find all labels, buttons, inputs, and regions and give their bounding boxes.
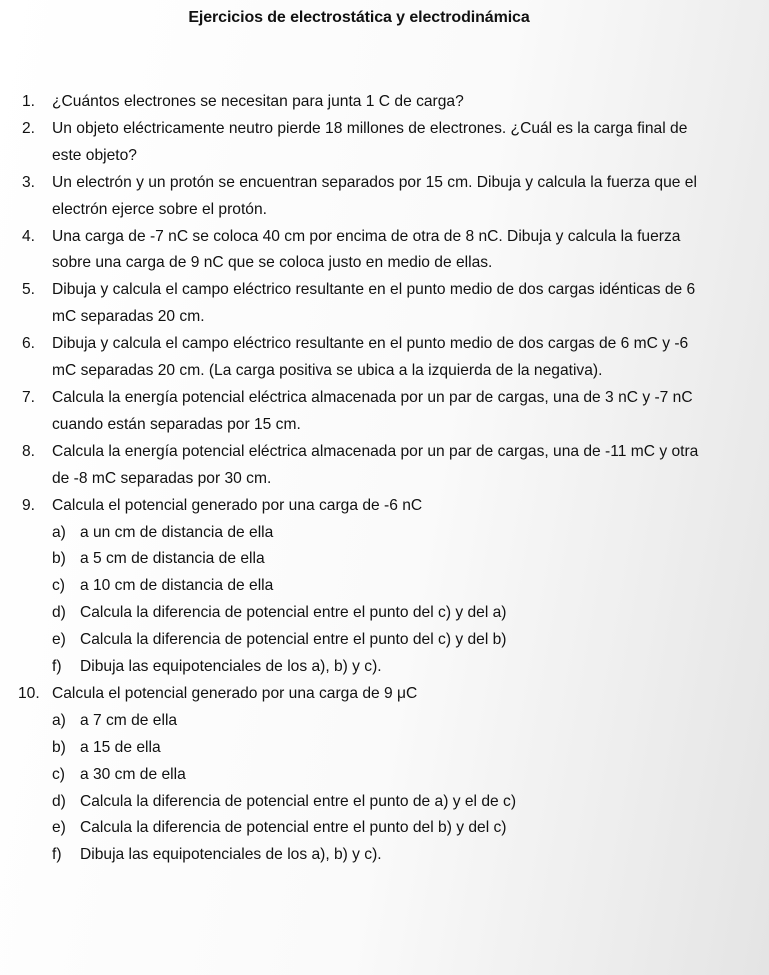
sub-question-text: a 30 cm de ella	[80, 765, 186, 783]
question-item	[0, 224, 769, 278]
question-item	[0, 681, 769, 869]
sub-question-text: a un cm de distancia de ella	[80, 523, 274, 541]
sub-question-text: Calcula la diferencia de potencial entre el punto del c) y del a)	[80, 604, 507, 622]
sub-question-text: a 10 cm de distancia de ella	[80, 577, 274, 595]
sub-question-item	[52, 735, 711, 762]
sub-question-item	[52, 573, 711, 600]
sub-question-letter: a)	[52, 711, 66, 729]
sub-question-item	[52, 627, 711, 654]
question-text: Dibuja y calcula el campo eléctrico resultante en el punto medio de dos cargas de 6 mC y -6 mC separadas 20 cm. (La carga positiva se ubica a la izquierda de la negativa).	[52, 335, 689, 380]
sub-question-letter: e)	[52, 819, 66, 837]
sub-question-letter: a)	[52, 523, 66, 541]
document-title: Ejercicios de electrostática y electrodinámica	[188, 9, 530, 26]
sub-question-text: a 7 cm de ella	[80, 711, 178, 729]
question-number: 9.	[22, 496, 36, 514]
sub-question-item	[52, 654, 711, 681]
sub-question-letter: d)	[52, 604, 66, 622]
sub-question-text: Dibuja las equipotenciales de los a), b) y c).	[80, 846, 382, 864]
question-item	[0, 331, 769, 385]
question-item	[0, 493, 769, 681]
sub-question-item	[52, 546, 711, 573]
question-item	[0, 89, 769, 116]
sub-question-item	[52, 600, 711, 627]
sub-question-list	[52, 708, 711, 869]
sub-question-item	[52, 762, 711, 789]
question-item	[0, 277, 769, 331]
question-number: 8.	[22, 442, 36, 460]
question-text: Una carga de -7 nC se coloca 40 cm por encima de otra de 8 nC. Dibuja y calcula la fuerza sobre una carga de 9 nC que se coloca justo en medio de ellas.	[52, 227, 681, 272]
question-number: 5.	[22, 281, 36, 299]
sub-question-list	[52, 520, 711, 681]
sub-question-text: Calcula la diferencia de potencial entre el punto de a) y el de c)	[80, 792, 517, 810]
sub-question-letter: b)	[52, 550, 66, 568]
sub-question-item	[52, 520, 711, 547]
question-item	[0, 385, 769, 439]
question-list	[0, 89, 769, 869]
question-number: 10.	[18, 684, 40, 702]
sub-question-letter: c)	[52, 577, 65, 595]
question-number: 4.	[22, 227, 36, 245]
sub-question-item	[52, 789, 711, 816]
sub-question-text: a 5 cm de distancia de ella	[80, 550, 265, 568]
question-text: Un objeto eléctricamente neutro pierde 18 millones de electrones. ¿Cuál es la carga final de este objeto?	[52, 119, 688, 164]
sub-question-letter: e)	[52, 631, 66, 649]
question-number: 3.	[22, 173, 36, 191]
sub-question-letter: b)	[52, 738, 66, 756]
sub-question-letter: c)	[52, 765, 65, 783]
question-text: Calcula la energía potencial eléctrica almacenada por un par de cargas, una de 3 nC y -7 nC cuando están separadas por 15 cm.	[52, 388, 693, 433]
sub-question-text: Calcula la diferencia de potencial entre el punto del b) y del c)	[80, 819, 507, 837]
question-number: 7.	[22, 388, 36, 406]
question-number: 1.	[22, 93, 36, 110]
sub-question-letter: f)	[52, 658, 62, 676]
sub-question-text: Calcula la diferencia de potencial entre el punto del c) y del b)	[80, 631, 507, 649]
sub-question-letter: d)	[52, 792, 66, 810]
question-text: Calcula el potencial generado por una carga de -6 nC	[52, 496, 423, 514]
question-item	[0, 170, 769, 224]
sub-question-letter: f)	[52, 846, 62, 864]
sub-question-text: a 15 de ella	[80, 738, 161, 756]
sub-question-text: Dibuja las equipotenciales de los a), b) y c).	[80, 658, 382, 676]
sub-question-item	[52, 708, 711, 735]
question-number: 2.	[22, 119, 36, 137]
sub-question-item	[52, 842, 711, 869]
question-text: ¿Cuántos electrones se necesitan para junta 1 C de carga?	[52, 93, 464, 110]
question-item	[0, 116, 769, 170]
question-number: 6.	[22, 335, 36, 353]
question-text: Dibuja y calcula el campo eléctrico resultante en el punto medio de dos cargas idénticas de 6 mC separadas 20 cm.	[52, 281, 696, 326]
question-text: Un electrón y un protón se encuentran separados por 15 cm. Dibuja y calcula la fuerza que el electrón ejerce sobre el protón.	[52, 173, 697, 218]
question-text: Calcula el potencial generado por una carga de 9 μC	[52, 684, 418, 702]
sub-question-item	[52, 815, 711, 842]
question-item	[0, 439, 769, 493]
question-text: Calcula la energía potencial eléctrica almacenada por un par de cargas, una de -11 mC y otra de -8 mC separadas por 30 cm.	[52, 442, 699, 487]
